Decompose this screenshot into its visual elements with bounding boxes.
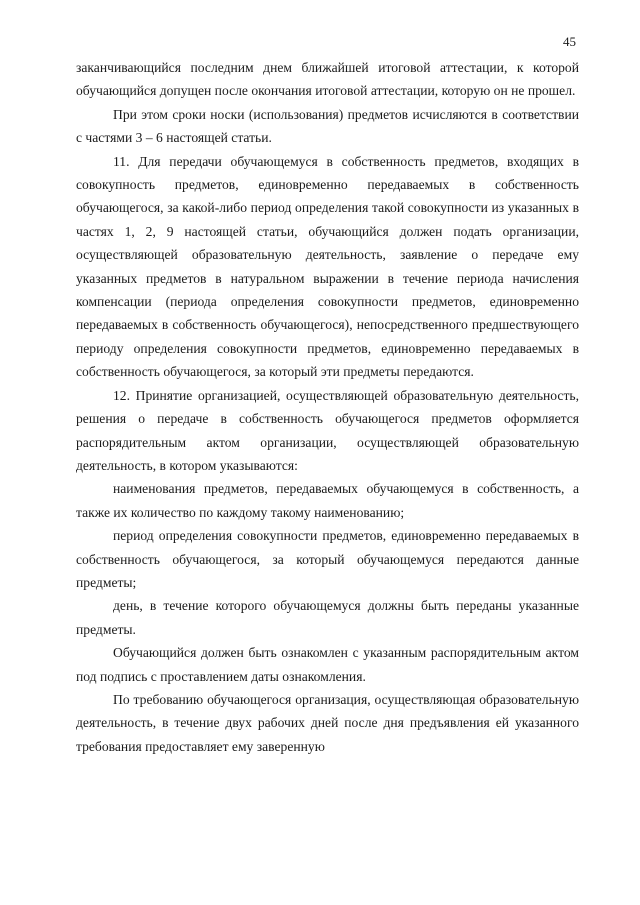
paragraph-continuation: заканчивающийся последним днем ближайшей итоговой аттестации, к которой обучающийся допущен после окончания итоговой аттестации, которую он не прошел. xyxy=(76,60,579,99)
paragraph-clause-12: 12. Принятие организацией, осуществляющей образовательную деятельность, решения о передаче в собственность обучающегося предметов оформляется распорядительным актом организации, осуществляющей образовательную деятельность, в котором указываются: xyxy=(76,387,579,473)
paragraph-period-definition: период определения совокупности предметов, единовременно передаваемых в собственность обучающегося, за который обучающемуся передаются данные предметы; xyxy=(76,528,579,590)
paragraph-copy-request: По требованию обучающегося организация, осуществляющая образовательную деятельность, в течение двух рабочих дней после дня предъявления ей указанного требования предоставляет ему заверенную xyxy=(76,691,579,754)
paragraph-item-names: наименования предметов, передаваемых обучающемуся в собственность, а также их количество по каждому такому наименованию; xyxy=(76,481,579,520)
paragraph-wear-periods: При этом сроки носки (использования) предметов исчисляются в соответствии с частями 3 – 6 настоящей статьи. xyxy=(76,106,579,146)
paragraph-acknowledgement: Обучающийся должен быть ознакомлен с указанным распорядительным актом под подпись с проставлением даты ознакомления. xyxy=(76,645,579,684)
paragraph-transfer-day: день, в течение которого обучающемуся должны быть переданы указанные предметы. xyxy=(76,598,579,637)
document-body xyxy=(76,56,579,758)
paragraph-clause-11: 11. Для передачи обучающемуся в собственность предметов, входящих в совокупность предметов, единовременно передаваемых в собственность обучающегося, за какой-либо период определения такой совокупности из указанных в частях 1, 2, 9 настоящей статьи, обучающийся должен подать организации, осуществляющей образовательную деятельность, заявление о передаче ему указанных предметов в натуральном выражении в течение периода начисления компенсации (периода определения совокупности предметов, единовременно передаваемых в собственность обучающегося), непосредственного предшествующего периоду определения совокупности предметов, единовременно передаваемых в собственность обучающегося, за который эти предметы передаются. xyxy=(76,153,579,380)
page-number: 45 xyxy=(563,34,576,49)
